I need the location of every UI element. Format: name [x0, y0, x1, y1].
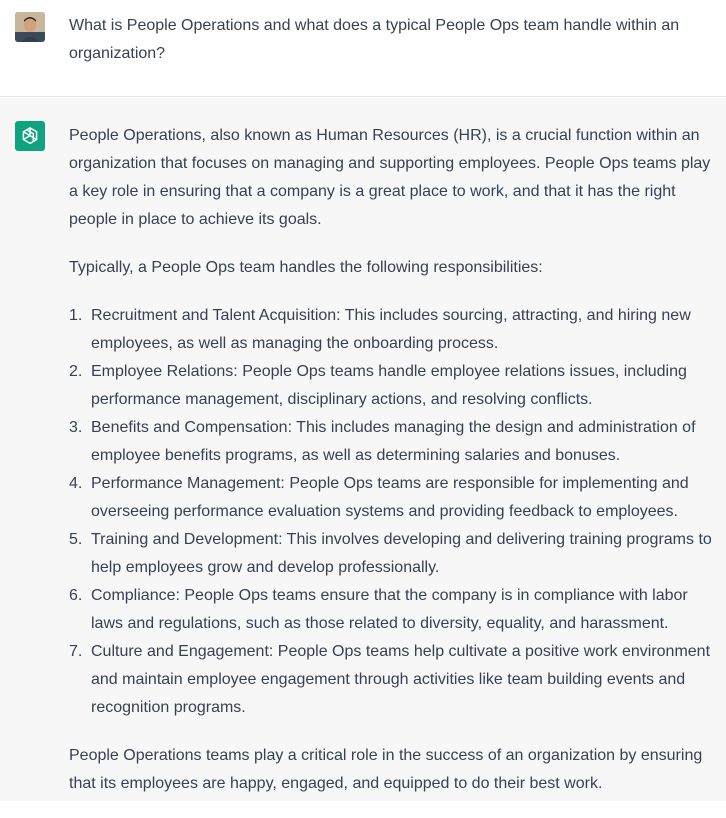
- list-item-text: Employee Relations: People Ops teams handle employee relations issues, including performance management, disciplinary actions, and resolving conflicts.: [91, 363, 687, 408]
- list-item: [69, 470, 721, 526]
- answer-conclusion: People Operations teams play a critical role in the success of an organization by ensuring that its employees are happy, engaged, and equipped to do their best work.: [69, 747, 703, 792]
- list-item-text: Culture and Engagement: People Ops teams help cultivate a positive work environment and maintain employee engagement through activities like team building events and recognition programs.: [91, 643, 711, 716]
- list-item-text: Performance Management: People Ops teams are responsible for implementing and overseeing performance evaluation systems and providing feedback to employees.: [91, 475, 689, 520]
- user-avatar: [15, 12, 45, 42]
- assistant-message: [0, 98, 726, 801]
- list-item-text: Compliance: People Ops teams ensure that the company is in compliance with labor laws and regulations, such as those related to diversity, equality, and harassment.: [91, 587, 688, 632]
- list-item-number: 7.: [69, 643, 83, 660]
- list-item-number: 3.: [69, 419, 83, 436]
- list-item-number: 4.: [69, 475, 83, 492]
- list-item: [69, 526, 721, 582]
- list-item-text: Training and Development: This involves developing and delivering training programs to help employees grow and develop professionally.: [91, 531, 712, 576]
- list-item: [69, 638, 721, 722]
- list-item: [69, 358, 721, 414]
- list-item-number: 1.: [69, 307, 83, 324]
- responsibilities-list: [69, 302, 721, 722]
- list-item: [69, 414, 721, 470]
- list-item-text: Recruitment and Talent Acquisition: This includes sourcing, attracting, and hiring new employees, as well as managing the onboarding process.: [91, 307, 691, 352]
- list-item-number: 6.: [69, 587, 83, 604]
- assistant-answer: [69, 122, 721, 818]
- openai-logo-icon: [15, 121, 45, 151]
- user-message: [0, 0, 726, 97]
- list-item-text: Benefits and Compensation: This includes managing the design and administration of employee benefits programs, as well as determining salaries and bonuses.: [91, 419, 696, 464]
- answer-intro: People Operations, also known as Human Resources (HR), is a crucial function within an organization that focuses on managing and supporting employees. People Ops teams play a key role in ensuring that a company is a great place to work, and that it has the right people in place to achieve its goals.: [69, 127, 711, 228]
- list-item-number: 5.: [69, 531, 83, 548]
- user-question: What is People Operations and what does a typical People Ops team handle within an organization?: [69, 17, 680, 62]
- answer-lead: Typically, a People Ops team handles the following responsibilities:: [69, 259, 543, 276]
- user-avatar-photo-icon: [15, 12, 45, 42]
- openai-logo-glyph: [19, 125, 41, 147]
- list-item-number: 2.: [69, 363, 83, 380]
- list-item: [69, 582, 721, 638]
- list-item: [69, 302, 721, 358]
